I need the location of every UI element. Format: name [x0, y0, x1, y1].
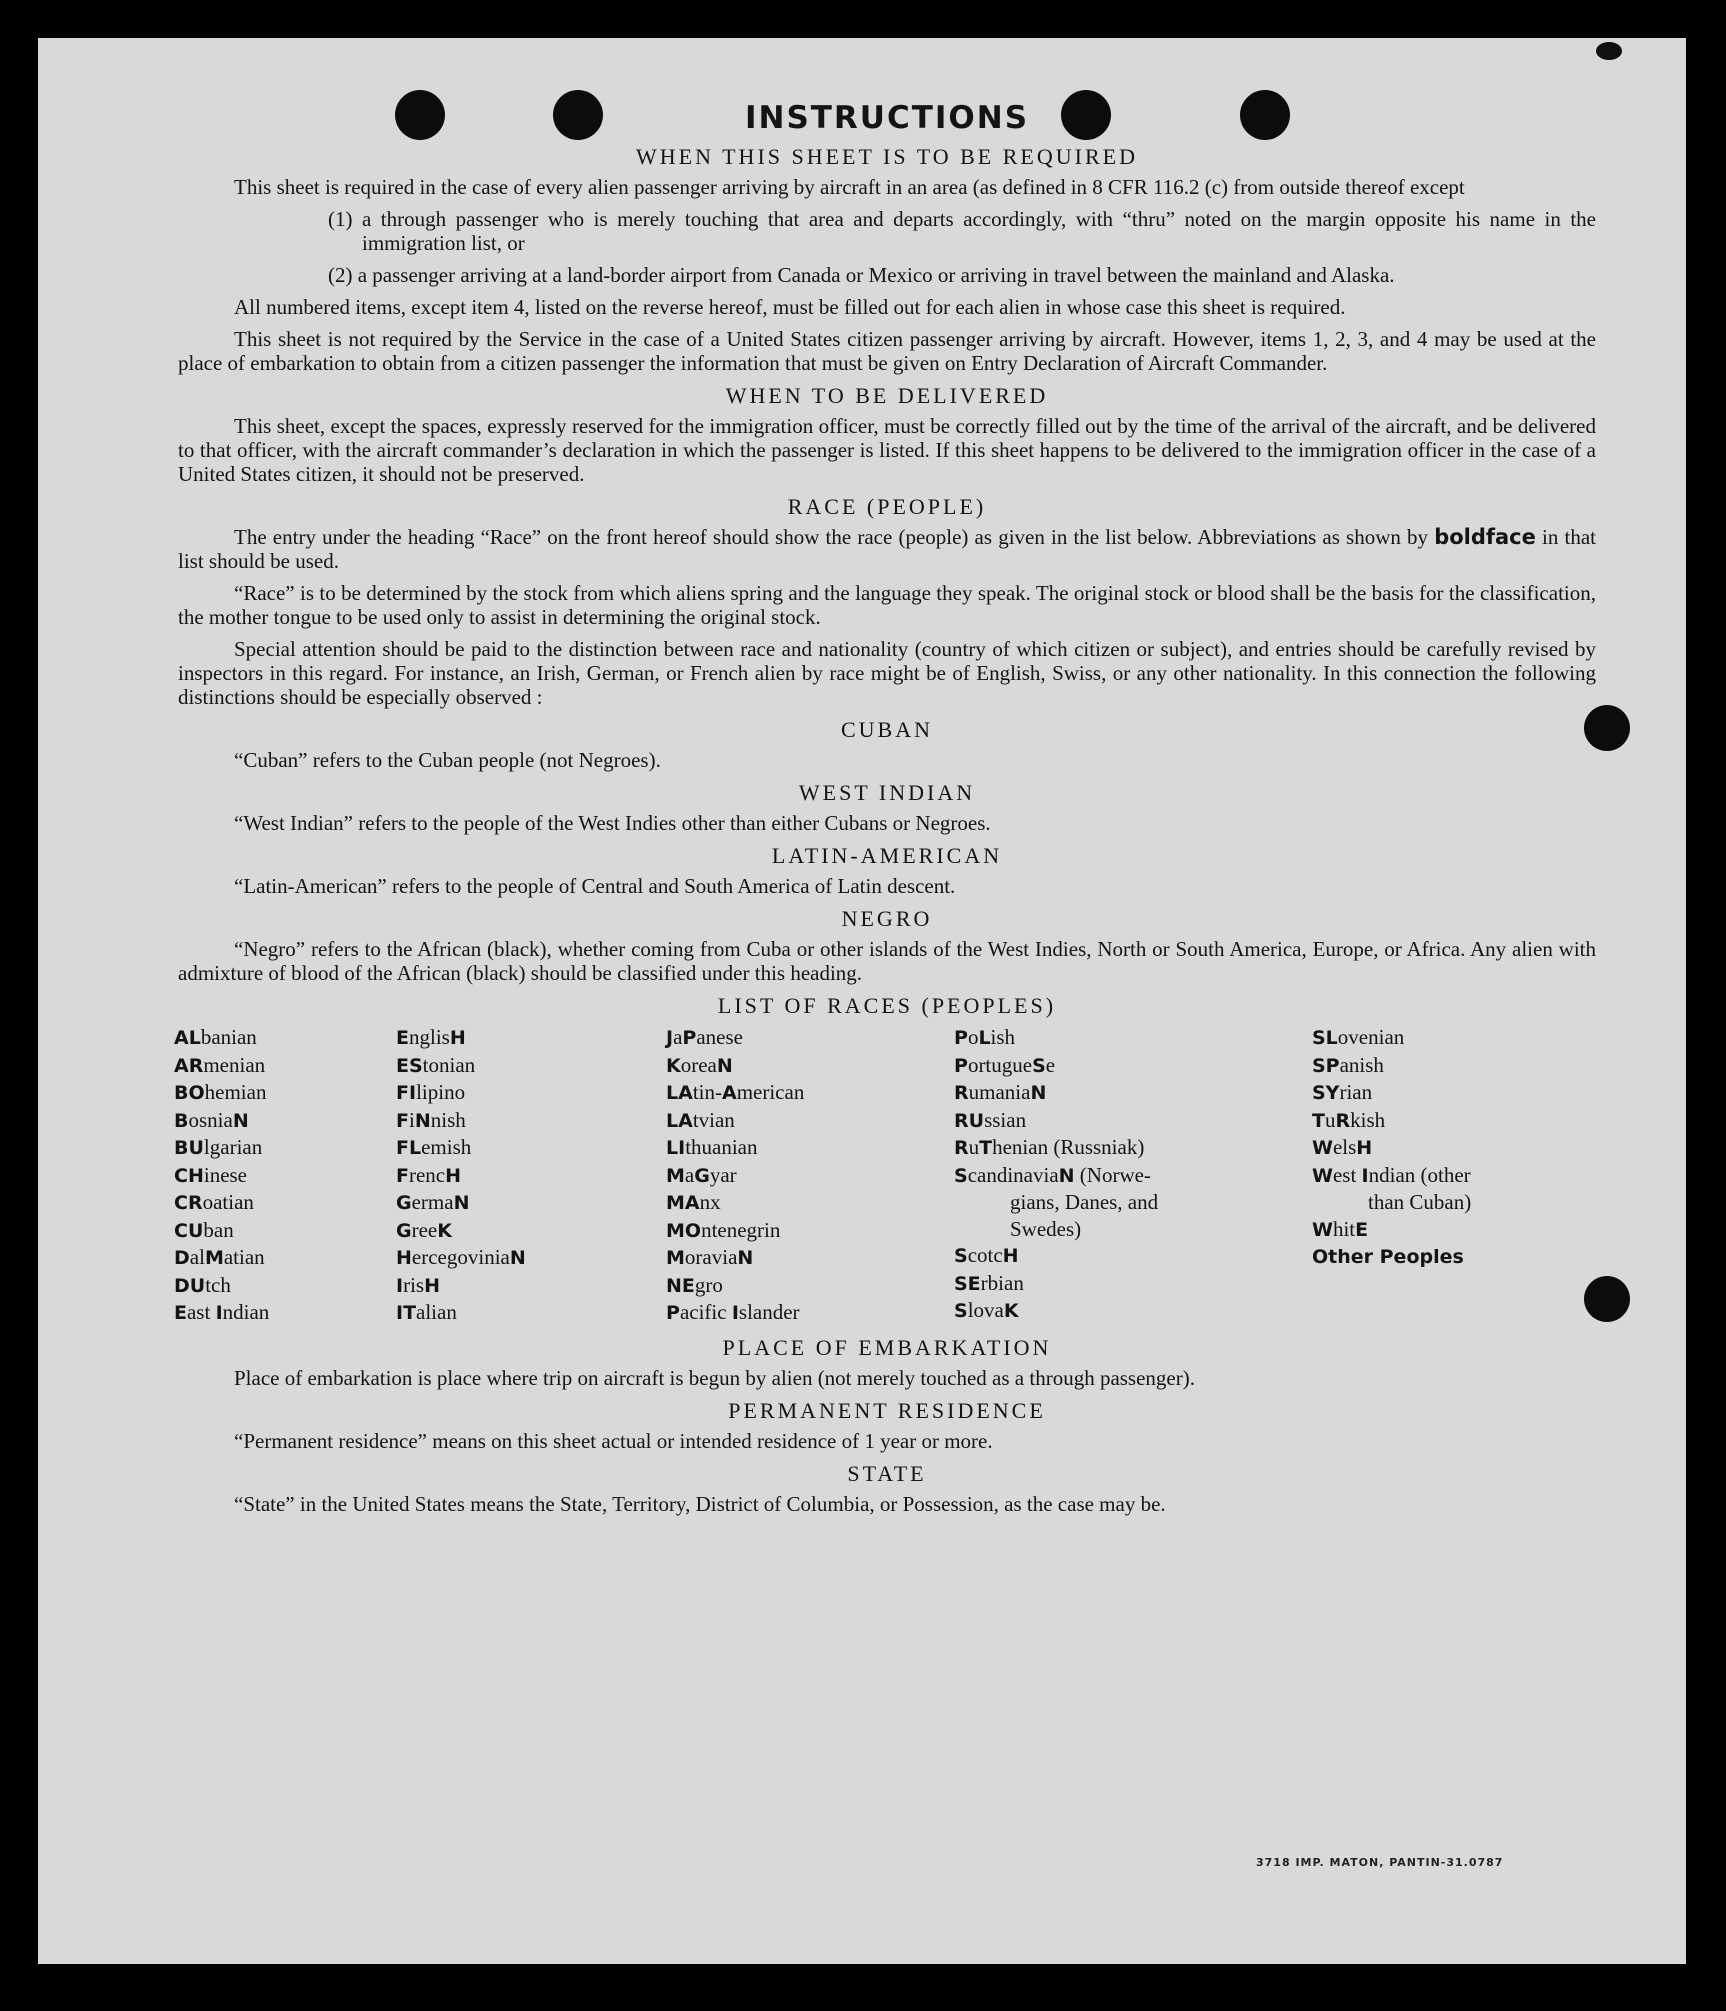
race-column [174, 1024, 396, 1327]
race-list [174, 1024, 1596, 1327]
race-abbrev: M [204, 1247, 224, 1269]
race-text: merican [736, 1080, 805, 1104]
race-abbrev: P [954, 1027, 968, 1049]
race-abbrev: I [396, 1274, 404, 1297]
race-text: o [967, 1025, 979, 1049]
race-text: oravia [684, 1245, 738, 1269]
race-abbrev: K [666, 1054, 681, 1077]
race-abbrev: G [396, 1192, 412, 1214]
race-abbrev: G [694, 1164, 710, 1187]
race-text: ntenegrin [701, 1217, 781, 1242]
race-entry [396, 1134, 666, 1162]
race-entry [396, 1244, 666, 1272]
race-abbrev: CU [174, 1219, 204, 1242]
race-entry [174, 1134, 396, 1162]
race-text: ovenian [1337, 1025, 1405, 1049]
race-text: u [968, 1135, 980, 1159]
section-heading: CUBAN [840, 717, 933, 742]
race-abbrev: H [445, 1164, 462, 1187]
race-text: oatian [202, 1190, 254, 1214]
race-entry [174, 1272, 396, 1300]
race-abbrev: LI [666, 1137, 686, 1159]
race-text: u [1324, 1107, 1336, 1132]
paragraph: “State” in the United States means the State, Territory, District of Columbia, or Possession, as the case may be. [234, 1491, 1166, 1516]
race-entry [954, 1242, 1312, 1270]
paragraph [178, 525, 1596, 573]
race-abbrev: K [437, 1219, 452, 1242]
race-abbrev: A [721, 1082, 737, 1104]
race-entry [396, 1024, 666, 1052]
race-entry [396, 1107, 666, 1135]
race-abbrev: N [509, 1247, 526, 1269]
section-heading: PERMANENT RESIDENCE [728, 1397, 1046, 1423]
race-text: est [1332, 1162, 1362, 1187]
race-abbrev: I [1361, 1164, 1369, 1187]
race-entry [1312, 1079, 1566, 1107]
race-entry [396, 1217, 666, 1245]
race-abbrev: SY [1312, 1082, 1340, 1104]
race-abbrev: FL [396, 1137, 422, 1159]
text: in that list should be used. [178, 525, 1597, 573]
race-abbrev: AR [174, 1054, 204, 1077]
race-abbrev: BU [174, 1137, 204, 1159]
race-entry [1312, 1107, 1566, 1135]
text: The entry under the heading “Race” on the front hereof should show the race (people) as given in the list below. Abbreviations as shown by [234, 525, 1429, 549]
race-abbrev: E [1355, 1218, 1369, 1241]
race-abbrev: G [396, 1219, 412, 1242]
race-entry [666, 1217, 954, 1245]
race-text: a [684, 1162, 695, 1187]
race-abbrev: CR [174, 1192, 203, 1214]
race-entry: Swedes) [1010, 1216, 1082, 1241]
race-text: gro [694, 1272, 723, 1297]
race-abbrev: K [1003, 1300, 1019, 1322]
race-abbrev: B [174, 1109, 189, 1132]
race-abbrev: H [1356, 1137, 1373, 1159]
race-entry [1312, 1134, 1566, 1162]
paragraph: All numbered items, except item 4, listed on the reverse hereof, must be filled out for each alien in whose case this sheet is required. [234, 295, 1346, 319]
race-text: nglis [408, 1025, 450, 1049]
paragraph: “Race” is to be determined by the stock from which aliens spring and the language they speak. The original stock or blood shall be the basis for the classification, the mother tongue to be used only to assist in determining the original stock. [178, 581, 1596, 629]
paragraph: “Latin-American” refers to the people of Central and South America of Latin descent. [234, 874, 956, 898]
section-heading: LIST OF RACES (PEOPLES) [717, 993, 1057, 1018]
race-entry [954, 1134, 1312, 1162]
race-text: ris [403, 1272, 425, 1297]
race-abbrev: I [215, 1302, 223, 1324]
race-abbrev: S [954, 1164, 968, 1187]
race-column [1312, 1024, 1566, 1327]
race-entry [954, 1107, 1312, 1135]
paragraph: Place of embarkation is place where trip on aircraft is begun by alien (not merely touched as a through passenger). [234, 1365, 1195, 1390]
paragraph: This sheet is not required by the Service in the case of a United States citizen passenger arriving by aircraft. However, items 1, 2, 3, and 4 may be used at the place of embarkation to obtain from a citizen passenger the information that must be given on Entry Declaration of Aircraft Commander. [178, 327, 1596, 375]
race-text: els [1332, 1135, 1357, 1159]
section-heading: WHEN THIS SHEET IS TO BE REQUIRED [636, 144, 1138, 169]
race-abbrev: LA [666, 1109, 693, 1132]
race-text: orea [680, 1052, 717, 1077]
race-abbrev: W [1312, 1218, 1333, 1241]
instructions-content [174, 100, 1597, 1524]
race-text: renc [408, 1162, 446, 1187]
race-abbrev: F [396, 1109, 409, 1132]
race-text: alian [416, 1300, 457, 1324]
race-text: thuanian [685, 1135, 758, 1159]
race-abbrev: NE [666, 1274, 695, 1297]
race-abbrev: AL [174, 1027, 201, 1049]
race-abbrev: IT [396, 1302, 417, 1324]
race-abbrev: MO [666, 1219, 702, 1242]
race-entry [954, 1270, 1312, 1298]
race-text: tonian [422, 1052, 476, 1077]
race-entry [174, 1079, 396, 1107]
paragraph: “Permanent residence” means on this sheet actual or intended residence of 1 year or more. [234, 1428, 993, 1453]
printer-imprint: 3718 IMP. MATON, PANTIN-31.0787 [1256, 1856, 1504, 1869]
race-abbrev: N [1058, 1164, 1075, 1187]
race-entry: than Cuban) [1368, 1190, 1472, 1214]
section-heading: WEST INDIAN [798, 780, 976, 805]
race-entry [666, 1079, 954, 1107]
race-entry: gians, Danes, and [1010, 1190, 1159, 1214]
paragraph: Special attention should be paid to the distinction between race and nationality (country of which citizen or subject), and entries should be carefully revised by inspectors in this regard. For instance, an Irish, German, or French alien by race might be of English, Swiss, or any other nationality. In this connection the following distinctions should be especially observed : [178, 637, 1596, 709]
race-entry [396, 1272, 666, 1300]
race-text: cotc [967, 1243, 1003, 1267]
race-text: candinavia [967, 1162, 1059, 1187]
section-heading: RACE (PEOPLE) [787, 494, 987, 519]
race-text: nx [699, 1190, 721, 1214]
race-entry [396, 1052, 666, 1080]
race-abbrev: DU [174, 1274, 206, 1297]
race-abbrev: H [1002, 1245, 1019, 1267]
race-abbrev: SP [1312, 1054, 1340, 1077]
race-text: atian [223, 1245, 265, 1269]
race-entry [174, 1052, 396, 1080]
race-abbrev: H [449, 1027, 466, 1049]
section-heading: PLACE OF EMBARKATION [722, 1334, 1052, 1360]
paragraph: “Cuban” refers to the Cuban people (not Negroes). [234, 748, 661, 772]
race-entry [1312, 1052, 1566, 1080]
race-abbrev: W [1312, 1164, 1333, 1187]
race-text: al [189, 1245, 205, 1269]
race-text: lgarian [203, 1135, 263, 1159]
race-abbrev: F [396, 1164, 409, 1187]
race-abbrev: N [232, 1109, 249, 1132]
race-abbrev: P [682, 1027, 697, 1049]
race-abbrev: SE [954, 1272, 981, 1295]
race-text: kish [1350, 1107, 1386, 1132]
race-abbrev: M [666, 1164, 685, 1187]
race-text: ndian (other [1368, 1162, 1471, 1187]
race-abbrev: E [396, 1027, 409, 1049]
race-text: rbian [980, 1270, 1024, 1295]
race-text: yar [709, 1162, 737, 1187]
race-text: e [1045, 1052, 1056, 1077]
race-abbrev: R [1335, 1109, 1351, 1132]
race-abbrev: N [716, 1054, 733, 1077]
race-entry [666, 1299, 954, 1327]
race-entry [1312, 1024, 1566, 1052]
race-text: ast [186, 1300, 216, 1324]
race-abbrev: H [424, 1274, 440, 1297]
race-abbrev: LA [666, 1082, 693, 1104]
race-abbrev: J [666, 1027, 674, 1049]
paragraph: “Negro” refers to the African (black), whether coming from Cuba or other islands of the West Indies, North or South America, Europe, or Africa. Any alien with admixture of blood of the African (black) should be classified under this heading. [178, 937, 1596, 985]
page-title: INSTRUCTIONS [744, 100, 1030, 136]
race-text: tch [205, 1272, 231, 1297]
paragraph: This sheet, except the spaces, expressly reserved for the immigration officer, must be correctly filled out by the time of the arrival of the aircraft, and be delivered to that officer, with the aircraft commander’s declaration in which the passenger is listed. If this sheet happens to be delivered to the immigration officer in the case of a United States citizen, it should not be preserved. [178, 414, 1596, 486]
race-abbrev: S [954, 1300, 968, 1322]
race-text: ish [990, 1025, 1016, 1049]
race-entry [666, 1162, 954, 1190]
race-abbrev: BO [174, 1082, 205, 1104]
race-entry [666, 1272, 954, 1300]
race-entry [396, 1079, 666, 1107]
race-abbrev: N [414, 1109, 431, 1132]
race-abbrev: H [396, 1247, 412, 1269]
race-abbrev: L [978, 1027, 991, 1049]
race-abbrev: N [1030, 1082, 1047, 1104]
race-text: inese [203, 1162, 248, 1187]
race-entry [1312, 1243, 1566, 1271]
race-entry [396, 1299, 666, 1327]
race-abbrev: ES [396, 1054, 423, 1077]
race-abbrev: D [174, 1247, 190, 1269]
race-abbrev: MA [666, 1192, 700, 1214]
section-heading: WHEN TO BE DELIVERED [725, 383, 1049, 408]
race-entry [174, 1244, 396, 1272]
race-abbrev: W [1312, 1137, 1333, 1159]
race-entry [666, 1189, 954, 1217]
race-entry [174, 1217, 396, 1245]
race-entry [954, 1024, 1312, 1052]
race-text: lova [967, 1298, 1004, 1322]
race-text: hit [1332, 1216, 1356, 1241]
race-abbrev: M [666, 1247, 685, 1269]
race-text: hemian [204, 1080, 267, 1104]
race-entry [954, 1052, 1312, 1080]
race-entry [174, 1107, 396, 1135]
race-entry [1312, 1216, 1566, 1244]
section-heading: STATE [847, 1460, 927, 1486]
race-entry [954, 1297, 1312, 1325]
section-heading: LATIN-AMERICAN [771, 843, 1003, 868]
race-text: acific [679, 1300, 732, 1324]
race-text: ndian [222, 1300, 270, 1324]
race-text: ban [203, 1217, 234, 1242]
race-abbrev: T [1312, 1109, 1325, 1132]
race-text: i [408, 1107, 415, 1132]
race-entry [396, 1189, 666, 1217]
race-text: emish [421, 1135, 472, 1159]
race-abbrev: N [453, 1192, 470, 1214]
section-heading: NEGRO [841, 906, 933, 931]
race-entry [954, 1079, 1312, 1107]
race-text: henian (Russniak) [992, 1135, 1145, 1159]
document-sheet [38, 38, 1686, 1964]
race-text: rian [1339, 1080, 1373, 1104]
race-text: osnia [188, 1107, 233, 1132]
paragraph: “West Indian” refers to the people of the West Indies other than either Cubans or Negroes. [234, 811, 991, 835]
race-abbrev: Other Peoples [1312, 1246, 1464, 1268]
race-entry [666, 1052, 954, 1080]
race-text: tin- [692, 1080, 722, 1104]
race-entry [174, 1189, 396, 1217]
race-entry [666, 1134, 954, 1162]
race-text: menian [203, 1052, 266, 1077]
race-text: ree [411, 1217, 438, 1242]
race-entry [174, 1299, 396, 1327]
race-abbrev: CH [174, 1164, 204, 1187]
race-entry [954, 1162, 1312, 1190]
paper-tear [1596, 42, 1622, 60]
race-abbrev: I [731, 1302, 739, 1324]
list-item: (1) a through passenger who is merely touching that area and departs accordingly, with “thru” noted on the margin opposite his name in the immigration list, or [328, 207, 1596, 255]
race-text: ssian [984, 1107, 1027, 1132]
race-entry [174, 1024, 396, 1052]
race-text: anish [1339, 1052, 1384, 1077]
race-text: anese [696, 1025, 743, 1049]
race-abbrev: R [954, 1137, 969, 1159]
race-abbrev: SL [1312, 1027, 1338, 1049]
race-entry [666, 1107, 954, 1135]
race-abbrev: N [737, 1247, 754, 1269]
race-column [396, 1024, 666, 1327]
race-entry [396, 1162, 666, 1190]
race-text: ortugue [967, 1052, 1033, 1077]
list-item: (2) a passenger arriving at a land-border airport from Canada or Mexico or arriving in travel between the mainland and Alaska. [328, 263, 1395, 287]
race-entry [666, 1024, 954, 1052]
race-column [666, 1024, 954, 1327]
race-abbrev: P [954, 1054, 968, 1077]
race-abbrev: E [174, 1302, 187, 1324]
boldface-word: boldface [1434, 525, 1536, 549]
race-entry [174, 1162, 396, 1190]
race-text: banian [200, 1025, 257, 1049]
race-text: lipino [416, 1080, 466, 1104]
race-text: slander [738, 1300, 800, 1324]
race-abbrev: R [954, 1082, 969, 1104]
paragraph: This sheet is required in the case of every alien passenger arriving by aircraft in an area (as defined in 8 CFR 116.2 (c) from outside thereof except [234, 175, 1465, 199]
race-abbrev: T [979, 1137, 993, 1159]
race-abbrev: S [954, 1245, 968, 1267]
race-abbrev: RU [954, 1109, 985, 1132]
race-text: (Norwe- [1074, 1162, 1151, 1187]
race-text: ercegovinia [411, 1245, 510, 1269]
race-entry [1312, 1162, 1566, 1190]
race-text: erma [411, 1190, 454, 1214]
race-entry [666, 1244, 954, 1272]
race-column [954, 1024, 1312, 1327]
race-abbrev: P [666, 1302, 680, 1324]
race-text: tvian [692, 1107, 735, 1132]
race-abbrev: S [1032, 1054, 1046, 1077]
race-abbrev: FI [396, 1082, 417, 1104]
race-text: umania [968, 1080, 1031, 1104]
race-text: a [673, 1025, 683, 1049]
race-text: nish [430, 1107, 466, 1132]
